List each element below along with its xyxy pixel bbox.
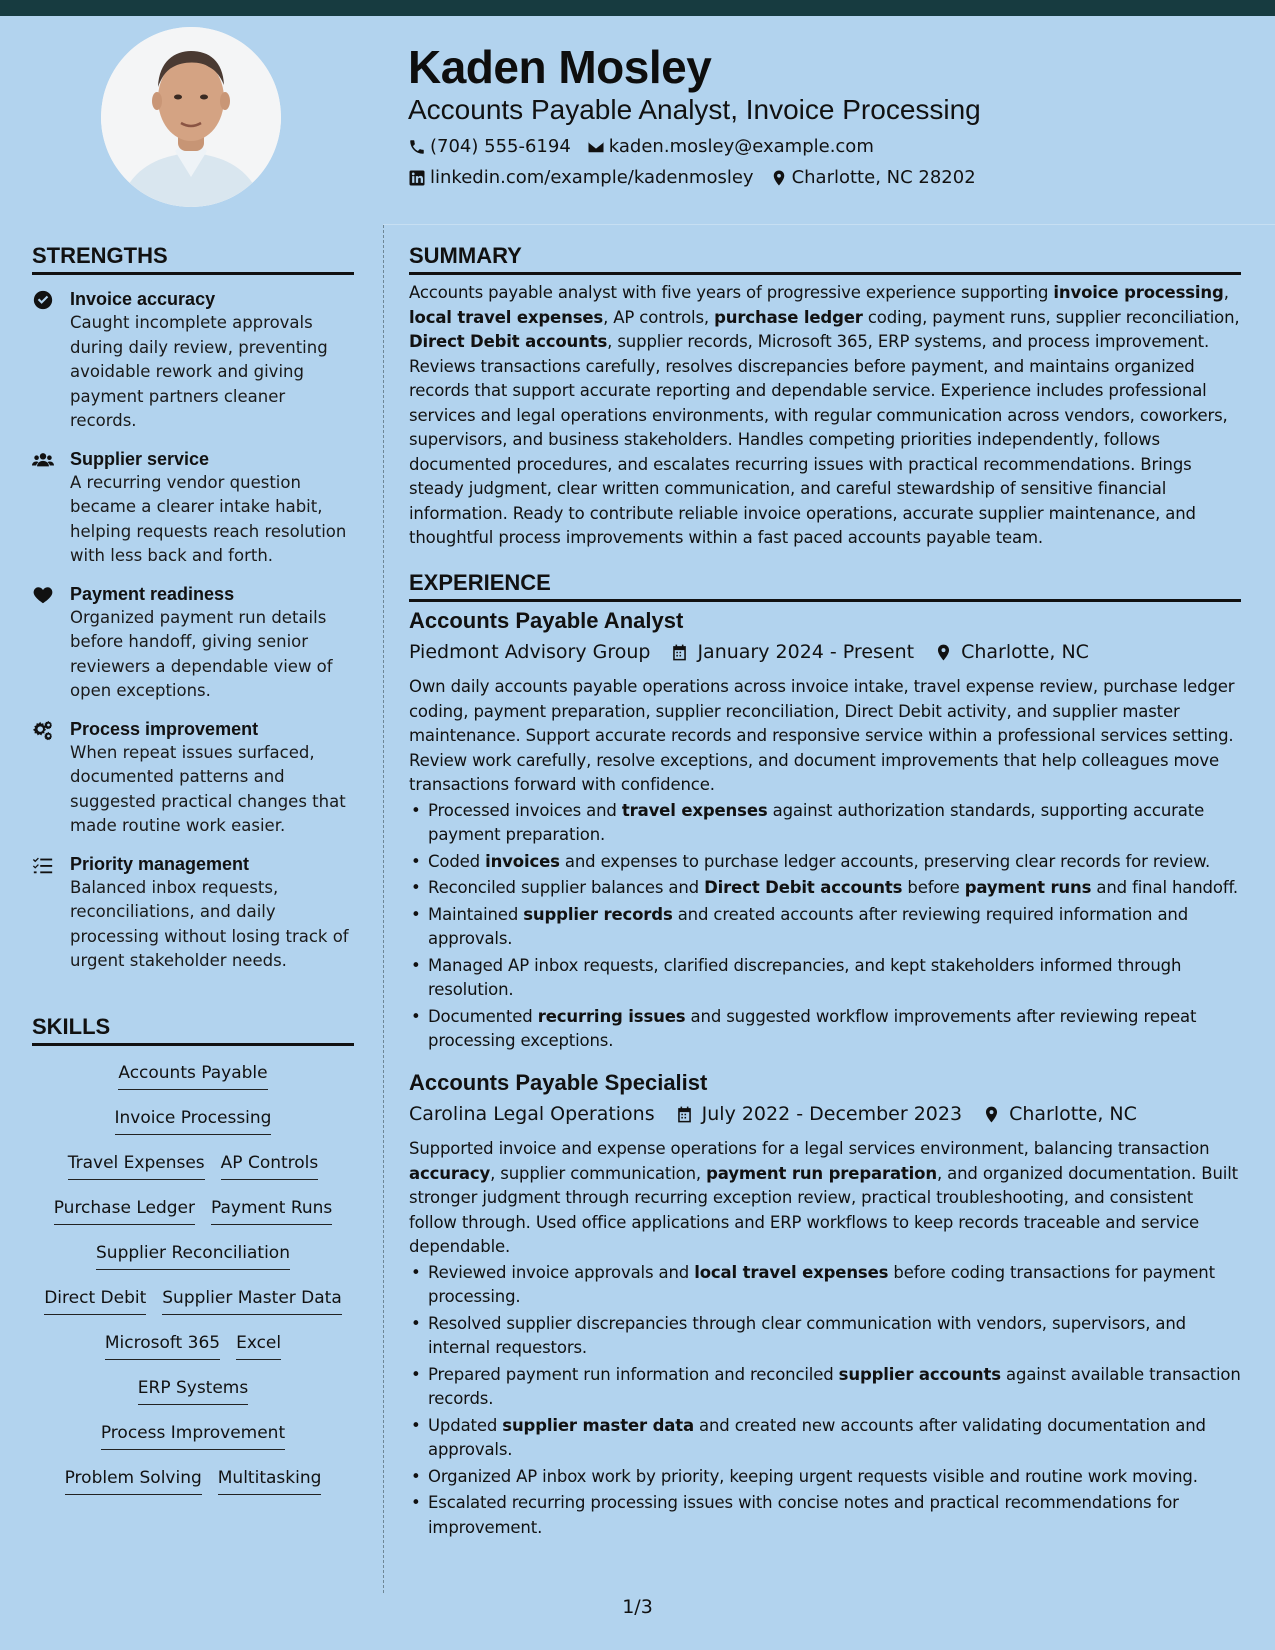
text-run: Resolved supplier discrepancies through clear communication with vendors, supervisors, and internal requestors. — [428, 1313, 1186, 1357]
job-bullet-item — [409, 1465, 1244, 1490]
skill-tag-purchase-ledger: Purchase Ledger — [54, 1195, 195, 1225]
skill-tag-accounts-payable: Accounts Payable — [118, 1060, 267, 1090]
email-contact[interactable] — [587, 136, 874, 157]
strength-description: Balanced inbox requests, reconciliations, and daily processing without losing track of urgent stakeholder needs. — [70, 877, 349, 970]
skill-tag-erp-systems: ERP Systems — [138, 1375, 248, 1405]
job-2-company: Carolina Legal Operations — [409, 1103, 655, 1125]
linkedin-text: linkedin.com/example/kadenmosley — [430, 167, 754, 188]
bold-keyword: Direct Debit accounts — [409, 332, 608, 351]
job-1-location: Charlotte, NC — [961, 641, 1089, 663]
skill-tag-travel-expenses: Travel Expenses — [68, 1150, 205, 1180]
strength-title: Payment readiness — [70, 583, 235, 604]
job-description — [409, 1137, 1244, 1260]
job-bullet-item — [409, 1414, 1244, 1463]
text-run: against available transaction records. — [428, 1364, 1241, 1408]
job-2-title: Accounts Payable Specialist — [409, 1070, 708, 1095]
linkedin-icon — [408, 169, 426, 187]
text-run: coding, payment runs, supplier reconciliation, — [862, 307, 1240, 327]
text-run: Updated — [428, 1415, 503, 1435]
text-run: and final handoff. — [1091, 878, 1239, 897]
page-number: 1/3 — [622, 1596, 653, 1618]
job-2-dates: July 2022 - December 2023 — [701, 1103, 963, 1125]
job-bullet-item — [409, 903, 1244, 952]
bold-keyword: local travel expenses — [694, 1262, 889, 1282]
text-run: Accounts payable analyst with five years of progressive experience supporting — [409, 283, 1054, 302]
profile-photo — [101, 27, 281, 207]
bold-keyword: purchase ledger — [714, 307, 863, 327]
linkedin-contact[interactable] — [408, 167, 754, 188]
contact-row-1 — [408, 136, 890, 157]
job-description — [409, 675, 1244, 798]
job-bullet-item — [409, 1261, 1244, 1310]
bold-keyword: invoice processing — [1053, 283, 1224, 302]
skill-tag-process-improvement: Process Improvement — [101, 1420, 285, 1450]
map-pin-icon — [934, 643, 953, 662]
skill-row — [32, 1375, 354, 1420]
text-run: Processed invoices and — [428, 800, 622, 820]
job-bullet-item — [409, 876, 1244, 901]
skill-tag-direct-debit: Direct Debit — [44, 1285, 146, 1315]
skill-tag-invoice-processing: Invoice Processing — [115, 1105, 272, 1135]
strength-item-priority-management — [32, 852, 354, 974]
check-circle-icon — [32, 287, 70, 434]
skills-list — [32, 1060, 354, 1510]
text-run: and suggested workflow improvements after reviewing repeat processing exceptions. — [428, 1006, 1197, 1050]
bold-keyword: Direct Debit accounts — [704, 878, 903, 897]
strength-description: A recurring vendor question became a clearer intake habit, helping requests reach resolution with less back and forth. — [70, 472, 347, 565]
strength-title: Supplier service — [70, 448, 210, 469]
phone-contact[interactable] — [408, 136, 571, 157]
bold-keyword: supplier records — [523, 904, 673, 924]
job-1-dates: January 2024 - Present — [697, 641, 915, 663]
strength-item-invoice-accuracy — [32, 287, 354, 434]
calendar-icon — [675, 1105, 694, 1124]
phone-icon — [408, 138, 426, 156]
skill-tag-supplier-reconciliation: Supplier Reconciliation — [96, 1240, 290, 1270]
summary-heading: SUMMARY — [409, 243, 1241, 275]
text-run: Organized AP inbox work by priority, keeping urgent requests visible and routine work moving. — [428, 1466, 1198, 1486]
text-run: Own daily accounts payable operations across invoice intake, travel expense review, purchase ledger coding, payment preparation, supplier reconciliation, Direct Debit activity, and supplier master maintenance. Support accurate records and responsive service within a professional services setting. Review work carefully, resolve exceptions, and document improvements that help colleagues move transactions forward with confidence. — [409, 677, 1235, 794]
heart-icon — [32, 582, 70, 704]
strengths-heading: STRENGTHS — [32, 243, 354, 275]
strengths-list — [32, 287, 354, 987]
bold-keyword: supplier master data — [502, 1415, 694, 1435]
bold-keyword: travel expenses — [621, 800, 768, 820]
strength-title: Priority management — [70, 853, 250, 874]
text-run: Supported invoice and expense operations for a legal services environment, balancing transaction — [409, 1139, 1210, 1158]
skill-tag-ap-controls: AP Controls — [221, 1150, 319, 1180]
text-run: and created accounts after reviewing required information and approvals. — [428, 904, 1189, 948]
job-bullets — [409, 799, 1244, 1054]
bold-keyword: invoices — [485, 851, 560, 871]
text-run: Reviewed invoice approvals and — [428, 1262, 695, 1282]
job-1-company: Piedmont Advisory Group — [409, 641, 651, 663]
job-bullet-item — [409, 799, 1244, 848]
job-2-meta — [409, 1103, 1137, 1125]
job-bullet-item — [409, 850, 1244, 875]
skill-row — [32, 1105, 354, 1150]
skill-tag-problem-solving: Problem Solving — [65, 1465, 202, 1495]
job-bullet-item — [409, 1491, 1244, 1540]
skill-tag-multitasking: Multitasking — [218, 1465, 322, 1495]
skill-row — [32, 1060, 354, 1105]
skill-row — [32, 1240, 354, 1285]
experience-heading: EXPERIENCE — [409, 570, 1241, 602]
skill-tag-supplier-master-data: Supplier Master Data — [162, 1285, 342, 1315]
contact-row-2 — [408, 167, 992, 188]
job-bullet-item — [409, 954, 1244, 1003]
skills-heading: SKILLS — [32, 1014, 354, 1046]
text-run: , supplier communication, — [490, 1163, 707, 1183]
strength-title: Invoice accuracy — [70, 289, 216, 309]
job-1-title: Accounts Payable Analyst — [409, 608, 684, 633]
skill-tag-excel: Excel — [236, 1330, 281, 1360]
text-run: Reconciled supplier balances and — [428, 878, 705, 897]
bold-keyword: supplier accounts — [838, 1364, 1001, 1384]
job-bullet-item — [409, 1363, 1244, 1412]
job-bullet-item — [409, 1005, 1244, 1054]
skill-row — [32, 1285, 354, 1330]
text-run: before — [902, 878, 965, 897]
text-run: Coded — [428, 851, 486, 871]
job-1-body — [409, 675, 1244, 1056]
text-run: and expenses to purchase ledger accounts, preserving clear records for review. — [559, 851, 1211, 871]
text-run: , supplier records, Microsoft 365, ERP systems, and process improvement. Reviews transactions carefully, resolves discrepancies before payment, and maintains organized records that support accurate reporting and dependable service. Experience includes professional services and legal operations environments, with regular communication across vendors, coworkers, supervisors, and business stakeholders. Handles competing priorities independently, follows documented procedures, and escalates recurring issues with practical recommendations. Brings steady judgment, clear written communication, and careful stewardship of sensitive financial information. Ready to contribute reliable invoice operations, accurate supplier maintenance, and thoughtful process improvements within a fast paced accounts payable team. — [409, 332, 1228, 547]
strength-title: Process improvement — [70, 718, 259, 739]
phone-text: (704) 555-6194 — [430, 136, 571, 157]
top-accent-bar — [0, 0, 1275, 16]
text-run: Prepared payment run information and reconciled — [428, 1364, 839, 1384]
map-pin-icon — [770, 169, 788, 187]
skill-row — [32, 1150, 354, 1195]
text-run: Escalated recurring processing issues with concise notes and practical recommendations for improvement. — [428, 1493, 1179, 1537]
job-bullets — [409, 1261, 1244, 1541]
strength-description: Caught incomplete approvals during daily review, preventing avoidable rework and giving payment partners cleaner records. — [70, 313, 328, 430]
bold-keyword: payment run preparation — [706, 1163, 937, 1183]
envelope-icon — [587, 138, 605, 156]
column-divider — [383, 225, 384, 1593]
skill-tag-microsoft-365: Microsoft 365 — [105, 1330, 220, 1360]
skill-row — [32, 1420, 354, 1465]
email-text: kaden.mosley@example.com — [608, 136, 874, 157]
text-run: , AP controls, — [603, 307, 715, 327]
text-run: Maintained — [428, 904, 524, 924]
job-1-meta — [409, 641, 1089, 663]
location-text: Charlotte, NC 28202 — [791, 167, 976, 188]
candidate-name: Kaden Mosley — [408, 41, 712, 93]
skill-row — [32, 1330, 354, 1375]
map-pin-icon — [982, 1105, 1001, 1124]
summary-text — [409, 281, 1244, 551]
text-run: Documented — [428, 1006, 538, 1026]
list-check-icon — [32, 852, 70, 974]
strength-item-supplier-service — [32, 447, 354, 569]
bold-keyword: payment runs — [964, 878, 1092, 897]
strength-description: When repeat issues surfaced, documented patterns and suggested practical changes that made routine work easier. — [70, 742, 346, 835]
bold-keyword: accuracy — [409, 1163, 491, 1183]
strength-item-process-improvement — [32, 717, 354, 839]
calendar-icon — [670, 643, 689, 662]
bold-keyword: local travel expenses — [409, 307, 604, 327]
location-contact — [770, 167, 976, 188]
bold-keyword: recurring issues — [537, 1006, 686, 1026]
candidate-title: Accounts Payable Analyst, Invoice Processing — [408, 94, 981, 125]
gears-icon — [32, 717, 70, 839]
job-2-location: Charlotte, NC — [1009, 1103, 1137, 1125]
job-2-body — [409, 1137, 1244, 1542]
users-icon — [32, 447, 70, 569]
text-run: and created new accounts after validating documentation and approvals. — [428, 1415, 1206, 1459]
strength-item-payment-readiness — [32, 582, 354, 704]
text-run: Managed AP inbox requests, clarified discrepancies, and kept stakeholders informed through resolution. — [428, 955, 1182, 999]
text-run: , and organized documentation. Built stronger judgment through recurring exception review, practical troubleshooting, and consistent follow through. Used office applications and ERP workflows to keep records traceable and service dependable. — [409, 1163, 1238, 1256]
text-run: , — [1223, 283, 1229, 302]
job-bullet-item — [409, 1312, 1244, 1361]
text-run: against authorization standards, supporting accurate payment preparation. — [428, 800, 1205, 844]
text-run: before coding transactions for payment processing. — [428, 1262, 1215, 1306]
header-divider — [383, 224, 1275, 225]
strength-description: Organized payment run details before handoff, giving senior reviewers a dependable view of open exceptions. — [70, 607, 333, 700]
skill-row — [32, 1195, 354, 1240]
skill-tag-payment-runs: Payment Runs — [211, 1195, 332, 1225]
skill-row — [32, 1465, 354, 1510]
